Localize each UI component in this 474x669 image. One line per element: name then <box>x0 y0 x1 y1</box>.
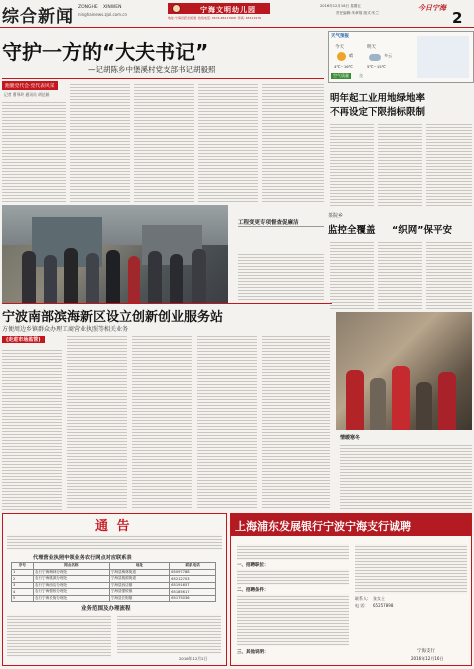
second-body-col-2 <box>67 334 127 510</box>
lead-body-col-2 <box>70 82 130 204</box>
lead-photo <box>2 205 228 303</box>
lead-body-col-1 <box>2 100 66 204</box>
bank-signature-date: 2016年12月16日 <box>411 656 444 661</box>
paper-logo: 今日宁海 <box>418 4 446 12</box>
weather-today-temp: 4℃~16℃ <box>334 64 353 69</box>
second-body-col-4 <box>197 334 257 510</box>
bank-item-2-text <box>237 594 349 646</box>
table-cell: 农行宁海桃源分理处 <box>33 576 109 583</box>
weather-header: 天气预报 <box>331 34 349 39</box>
second-body-col-3 <box>132 334 192 510</box>
bank-item-1: 一、招聘职位： <box>237 563 269 568</box>
notice-title: 通 告 <box>95 519 132 534</box>
right2-kicker: 茶院乡 <box>328 213 344 219</box>
sun-icon <box>337 52 346 61</box>
table-cell: 宁海县桃源街道 <box>109 576 169 583</box>
table-cell: 宁海县长街镇 <box>109 595 169 602</box>
aqi-value: 良 <box>359 73 363 78</box>
editor-line: 责任编辑:朱章翔 版式:朱兰 <box>336 11 380 15</box>
weather-box <box>328 31 474 83</box>
right-photo <box>336 312 472 430</box>
table-cell: 65175036 <box>170 595 216 602</box>
notice-table <box>11 562 216 602</box>
bank-ad <box>230 513 472 666</box>
bank-item-3: 三、其他说明： <box>237 650 269 655</box>
right2-body-col-3 <box>426 240 472 310</box>
right1-headline-2: 不再设定下限指标限制 <box>330 107 426 118</box>
section-pinyin-2: XINWEN <box>103 5 122 10</box>
table-cell: 农行宁海长街分理处 <box>33 595 109 602</box>
center-body-text <box>238 252 324 300</box>
right2-headline-2: “织网”保平安 <box>392 225 452 236</box>
right1-headline-1: 明年起工业用地绿地率 <box>330 93 426 104</box>
notice-sub-title: 业务范围及办理流程 <box>81 606 131 612</box>
contact-label: 联系人: <box>355 596 369 601</box>
table-row <box>12 595 216 602</box>
right2-body-col-1 <box>330 240 374 310</box>
second-body-col-5 <box>262 334 330 510</box>
bank-item-1-text <box>237 569 349 585</box>
table-header-cell: 网点名称 <box>33 563 109 570</box>
phone-number: 65257898 <box>373 603 394 608</box>
right1-body-col-3 <box>426 122 472 206</box>
table-cell: 宁海县强蛟镇 <box>109 589 169 596</box>
table-cell: 5 <box>12 595 34 602</box>
second-headline: 宁波南部滨海新区设立创新创业服务站 <box>2 310 224 325</box>
center-caption-title: 工程变更专项督查促廉洁 <box>238 220 299 226</box>
table-cell: 65185617 <box>170 589 216 596</box>
weather-tomorrow-temp: 5℃~15℃ <box>367 64 386 69</box>
lead-byline: 记者 曹琴玲 通讯员 胡达娟 <box>4 92 50 97</box>
table-cell: 65097788 <box>170 569 216 576</box>
table-header-cell: 地址 <box>109 563 169 570</box>
second-body-col-1 <box>2 348 62 510</box>
table-cell: 宁海县西店镇 <box>109 582 169 589</box>
table-cell: 1 <box>12 569 34 576</box>
banner-title: 宁海文明幼儿园 <box>200 5 256 14</box>
notice-table-title: 代理营业执照申领业务农行网点对应联系表 <box>33 555 132 561</box>
center-rule <box>238 226 324 227</box>
section-title: 综合新闻 <box>2 7 74 27</box>
notice-process-text-1 <box>7 614 111 658</box>
table-header-cell: 序号 <box>12 563 34 570</box>
right1-body-col-2 <box>378 122 422 206</box>
lead-body-col-5 <box>262 82 324 204</box>
weather-today-label: 今天 <box>335 45 344 50</box>
aqi-label: 空气质量 <box>333 73 349 78</box>
weather-tomorrow-label: 明天 <box>367 45 376 50</box>
lead-body-col-4 <box>198 82 258 204</box>
table-cell: 65212703 <box>170 576 216 583</box>
phone-label: 电 话: <box>355 603 366 608</box>
bank-signature: 宁海支行 <box>417 649 435 654</box>
table-cell: 2 <box>12 576 34 583</box>
cloud-icon <box>369 54 381 61</box>
table-cell: 宁海县梅林街道 <box>109 569 169 576</box>
right-photo-caption: 情暖寒冬 <box>340 435 361 441</box>
column-tag: 跑腿党代会·党代表风采 <box>2 81 58 90</box>
masthead-rule <box>0 27 474 28</box>
bank-ad-title: 上海浦东发展银行宁波宁海支行诚聘 <box>235 520 411 533</box>
notice-intro-text <box>7 534 222 550</box>
second-subheadline: 方便周边乡镇群众办理工商营业执照等相关业务 <box>2 326 129 333</box>
website-text: ninghainews.zjol.com.cn <box>78 12 128 17</box>
lead-body-col-3 <box>134 82 194 204</box>
lead-subheadline: —记胡陈乡中堡溪村党支部书记胡毅照 <box>88 65 216 74</box>
weather-today-desc: 晴 <box>349 53 353 58</box>
section-pinyin-1: ZONGHE <box>78 5 98 10</box>
second-tag: (走进市场监管) <box>2 336 45 343</box>
right-photo-caption-text <box>340 443 472 509</box>
masthead <box>0 0 474 28</box>
table-cell: 农行宁海强蛟分理处 <box>33 589 109 596</box>
table-cell: 农行宁海西店分理处 <box>33 582 109 589</box>
table-cell: 65191657 <box>170 582 216 589</box>
banner-logo-icon <box>172 4 181 13</box>
banner-small-info: 地址:宁海县跃龙街道 ·热线电话: 0574-65217908 ·传真: 65311976 <box>168 16 262 20</box>
notice-process-text-2 <box>117 614 221 654</box>
bank-ad-intro <box>237 544 349 560</box>
bank-item-2: 二、招聘条件： <box>237 588 269 593</box>
notice-box <box>2 513 227 666</box>
right2-body-col-2 <box>378 240 422 310</box>
notice-footer-date: 2016年12月2日 <box>179 656 208 661</box>
second-top-rule <box>2 303 332 304</box>
right1-body-col-1 <box>330 122 374 206</box>
bank-right-text <box>355 544 467 594</box>
date-line: 2016年12月16日 星期五 <box>320 4 361 8</box>
lead-headline: 守护一方的“大夫书记” <box>2 40 209 64</box>
page-number: 2 <box>452 9 463 27</box>
table-cell: 4 <box>12 589 34 596</box>
lead-rule <box>2 78 324 79</box>
weather-tomorrow-desc: 多云 <box>384 53 392 58</box>
weather-ad-panel <box>417 36 469 78</box>
table-cell: 3 <box>12 582 34 589</box>
contact-name: 张女士 <box>373 596 385 601</box>
table-header-cell: 联系电话 <box>170 563 216 570</box>
table-cell: 农行宁海梅林分理处 <box>33 569 109 576</box>
right2-headline-1: 监控全覆盖 <box>328 225 376 236</box>
